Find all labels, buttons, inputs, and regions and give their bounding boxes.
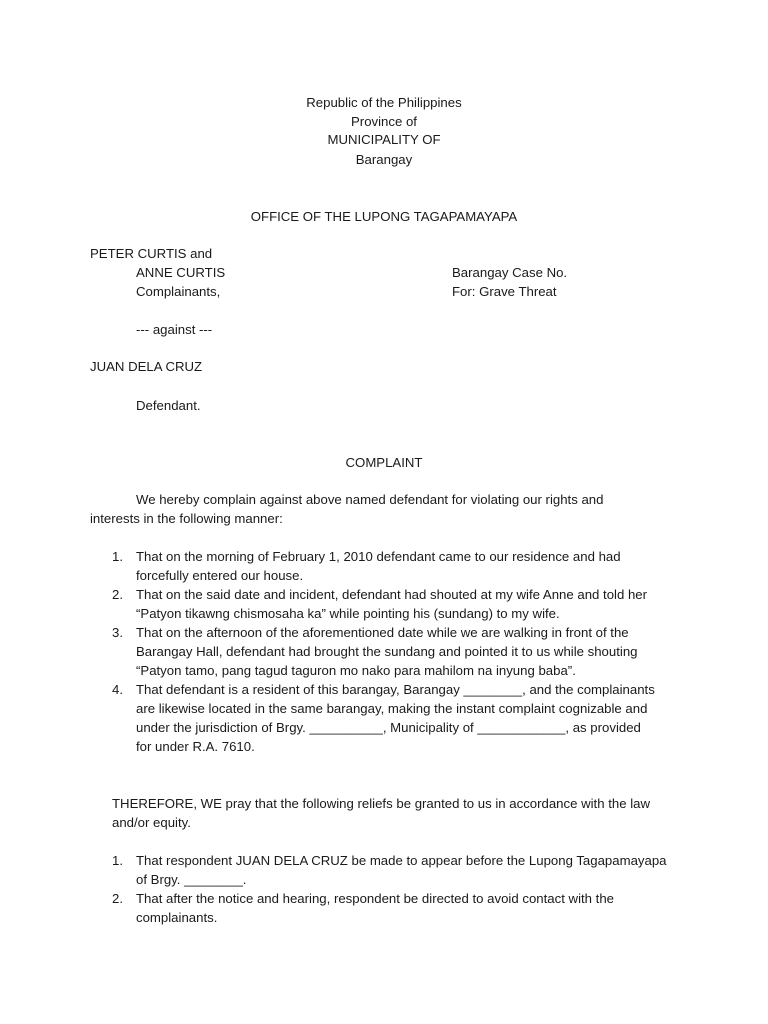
list-item-text: That defendant is a resident of this barangay, Barangay ________, and the complainants [136, 682, 655, 697]
intro-line-2: interests in the following manner: [90, 511, 283, 526]
against-separator: --- against --- [136, 322, 213, 337]
list-item-text: complainants. [136, 910, 218, 925]
barangay-case-no: Barangay Case No. [452, 265, 568, 280]
header-barangay: Barangay [355, 152, 413, 167]
list-item-text: Barangay Hall, defendant had brought the sundang and pointed it to us while shouting [136, 644, 638, 659]
header-republic: Republic of the Philippines [306, 95, 462, 110]
header-province: Province of [351, 114, 417, 129]
complainant-name-2: ANNE CURTIS [136, 265, 226, 280]
office-title: OFFICE OF THE LUPONG TAGAPAMAYAPA [250, 209, 518, 224]
list-item-text: of Brgy. ________. [136, 872, 247, 887]
intro-line-1: We hereby complain against above named defendant for violating our rights and [136, 492, 604, 507]
therefore-line-2: and/or equity. [112, 815, 191, 830]
list-item-text: That on the afternoon of the aforementioned date while we are walking in front of the [136, 625, 629, 640]
list-item-text: That on the said date and incident, defendant had shouted at my wife Anne and told her [136, 587, 648, 602]
list-item-number: 1. [112, 549, 123, 564]
list-item-text: are likewise located in the same barangay, making the instant complaint cognizable and [136, 701, 648, 716]
defendant-name: JUAN DELA CRUZ [90, 359, 203, 374]
list-item-text: forcefully entered our house. [136, 568, 304, 583]
list-item-number: 3. [112, 625, 123, 640]
list-item-text: That respondent JUAN DELA CRUZ be made to appear before the Lupong Tagapamayapa [136, 853, 667, 868]
list-item-text: for under R.A. 7610. [136, 739, 255, 754]
list-item-number: 2. [112, 587, 123, 602]
header-municipality: MUNICIPALITY OF [327, 132, 441, 147]
defendant-label: Defendant. [136, 398, 201, 413]
list-item-number: 1. [112, 853, 123, 868]
therefore-line-1: THEREFORE, WE pray that the following reliefs be granted to us in accordance with the law [112, 796, 651, 811]
list-item-text: That on the morning of February 1, 2010 defendant came to our residence and had [136, 549, 621, 564]
complainant-name-1: PETER CURTIS and [90, 246, 213, 261]
list-item-text: under the jurisdiction of Brgy. __________, Municipality of ____________, as provided [136, 720, 641, 735]
case-nature: For: Grave Threat [452, 284, 557, 299]
complainants-label: Complainants, [136, 284, 221, 299]
list-item-number: 2. [112, 891, 123, 906]
complaint-title: COMPLAINT [345, 455, 423, 470]
list-item-text: “Patyon tikawng chismosaha ka” while pointing his (sundang) to my wife. [136, 606, 560, 621]
list-item-text: “Patyon tamo, pang tagud taguron mo nako para mahilom na inyung baba”. [136, 663, 576, 678]
list-item-text: That after the notice and hearing, respondent be directed to avoid contact with the [136, 891, 614, 906]
list-item-number: 4. [112, 682, 123, 697]
